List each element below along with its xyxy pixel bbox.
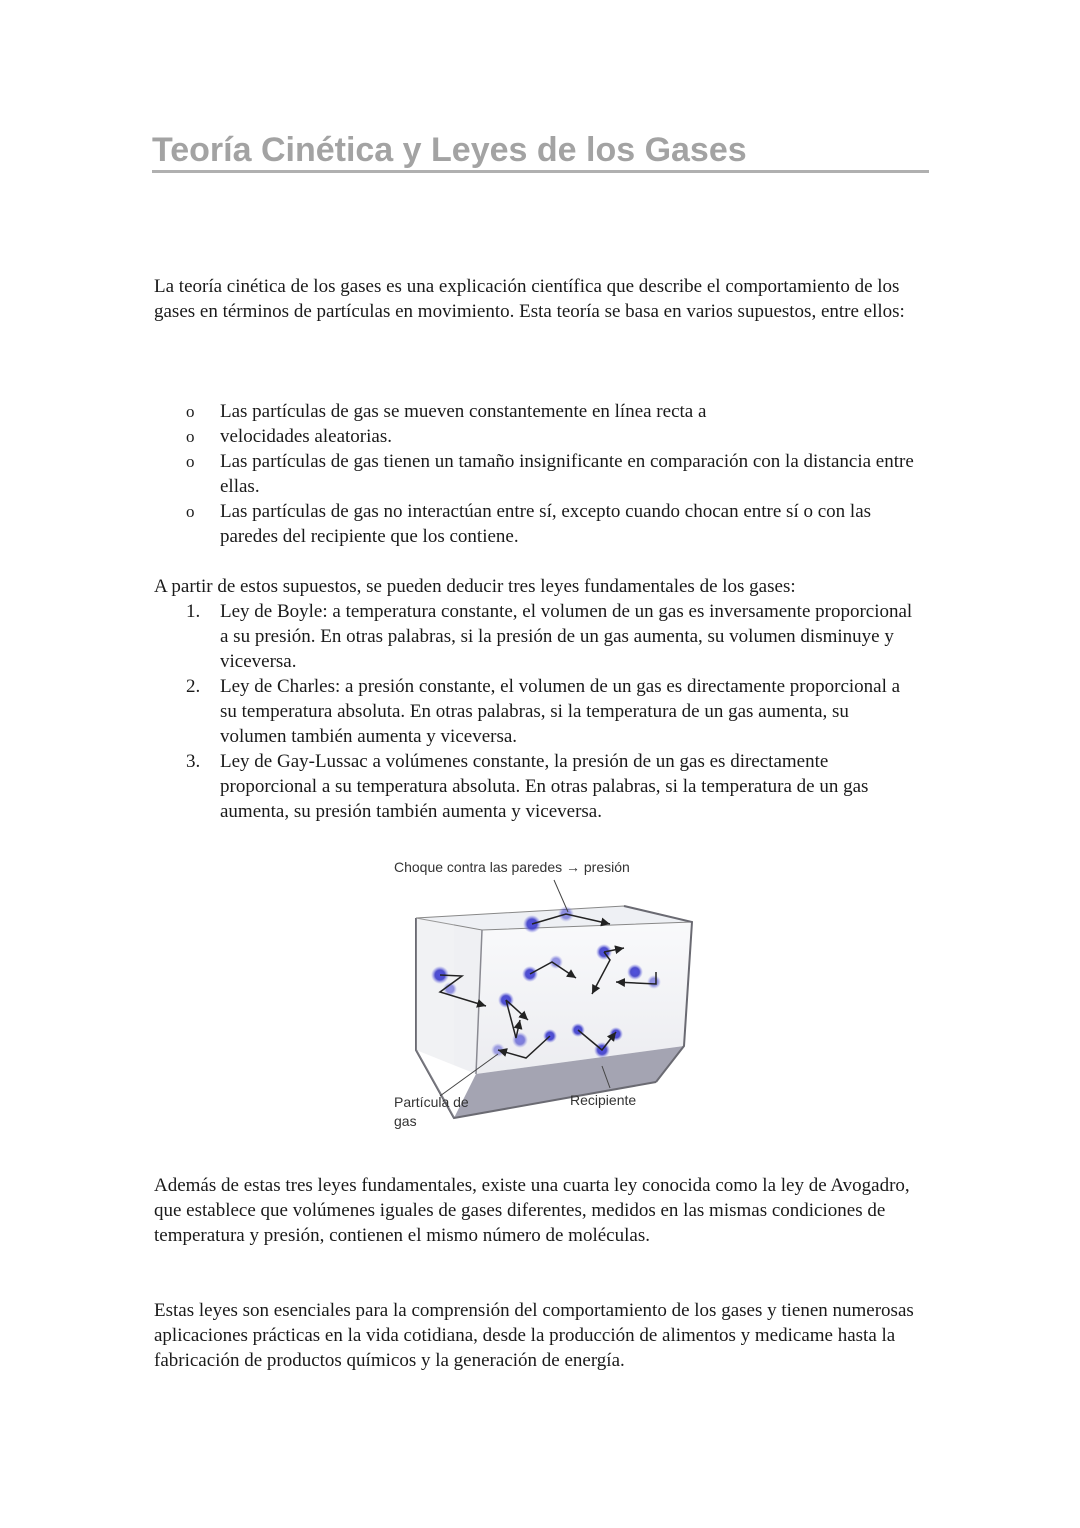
list-item [154, 424, 914, 449]
gas-container-figure [380, 850, 700, 1140]
law-text: Ley de Boyle: a temperatura constante, el volumen de un gas es inversamente proporcional a su presión. En otras palabras, si la presión de un gas aumenta, su volumen disminuye y viceversa. [220, 601, 913, 672]
list-item [154, 499, 914, 549]
list-number: 1. [186, 601, 201, 622]
law-charles [154, 674, 914, 749]
title-underline [152, 170, 929, 173]
figure-label-container: Recipiente [570, 1092, 637, 1108]
gas-particle [647, 975, 661, 989]
law-boyle [154, 599, 914, 674]
law-text: Ley de Charles: a presión constante, el volumen de un gas es directamente proporcional a su temperatura absoluta. En otras palabras, si la temperatura de un gas aumenta, su volumen también aumenta y viceversa. [220, 676, 901, 747]
list-item [154, 449, 914, 499]
container-box [416, 906, 692, 1118]
avogadro-paragraph: Además de estas tres leyes fundamentales, existe una cuarta ley conocida como la ley de Avogadro, que establece que volúmenes iguales de gases diferentes, medidos en las mismas condiciones de temperatura y presión, contienen el mismo número de moléculas. [154, 1175, 910, 1246]
assumptions-list [154, 399, 914, 549]
law-text: Ley de Gay-Lussac a volúmenes constante, la presión de un gas es directamente proporcional a su temperatura absoluta. En otras palabras, si la temperatura de un gas aumenta, su presión también aumenta y viceversa. [220, 751, 869, 822]
bullet-marker: o [186, 502, 195, 521]
bullet-marker: o [186, 427, 195, 446]
intro-paragraph: La teoría cinética de los gases es una explicación científica que describe el comportamiento de los gases en términos de partículas en movimiento. Esta teoría se basa en varios supuestos, entre ellos: [154, 276, 905, 322]
laws-lead-paragraph: A partir de estos supuestos, se pueden deducir tres leyes fundamentales de los gases: [154, 576, 796, 597]
list-item-text: Las partículas de gas se mueven constantemente en línea recta a [220, 401, 707, 422]
list-number: 3. [186, 751, 201, 772]
list-number: 2. [186, 676, 201, 697]
list-item-text: Las partículas de gas tienen un tamaño insignificante en comparación con la distancia entre ellas. [220, 451, 914, 497]
page-title: Teoría Cinética y Leyes de los Gases [152, 131, 747, 169]
list-item-text: velocidades aleatorias. [220, 426, 392, 447]
law-gay-lussac [154, 749, 914, 824]
bullet-marker: o [186, 402, 195, 421]
list-item-text: Las partículas de gas no interactúan entre sí, excepto cuando chocan entre sí o con las paredes del recipiente que los contiene. [220, 501, 872, 547]
gas-laws-list [154, 599, 914, 824]
closing-paragraph: Estas leyes son esenciales para la comprensión del comportamiento de los gases y tienen numerosas aplicaciones prácticas en la vida cotidiana, desde la producción de alimentos y medicame hasta la fabricación de productos químicos y la generación de energía. [154, 1300, 914, 1371]
figure-label-top: Choque contra las paredes → presión [394, 859, 630, 875]
gas-particle [627, 964, 643, 980]
bullet-marker: o [186, 452, 195, 471]
figure-label-particle: Partícula de gas [394, 1094, 469, 1129]
list-item [154, 399, 914, 424]
